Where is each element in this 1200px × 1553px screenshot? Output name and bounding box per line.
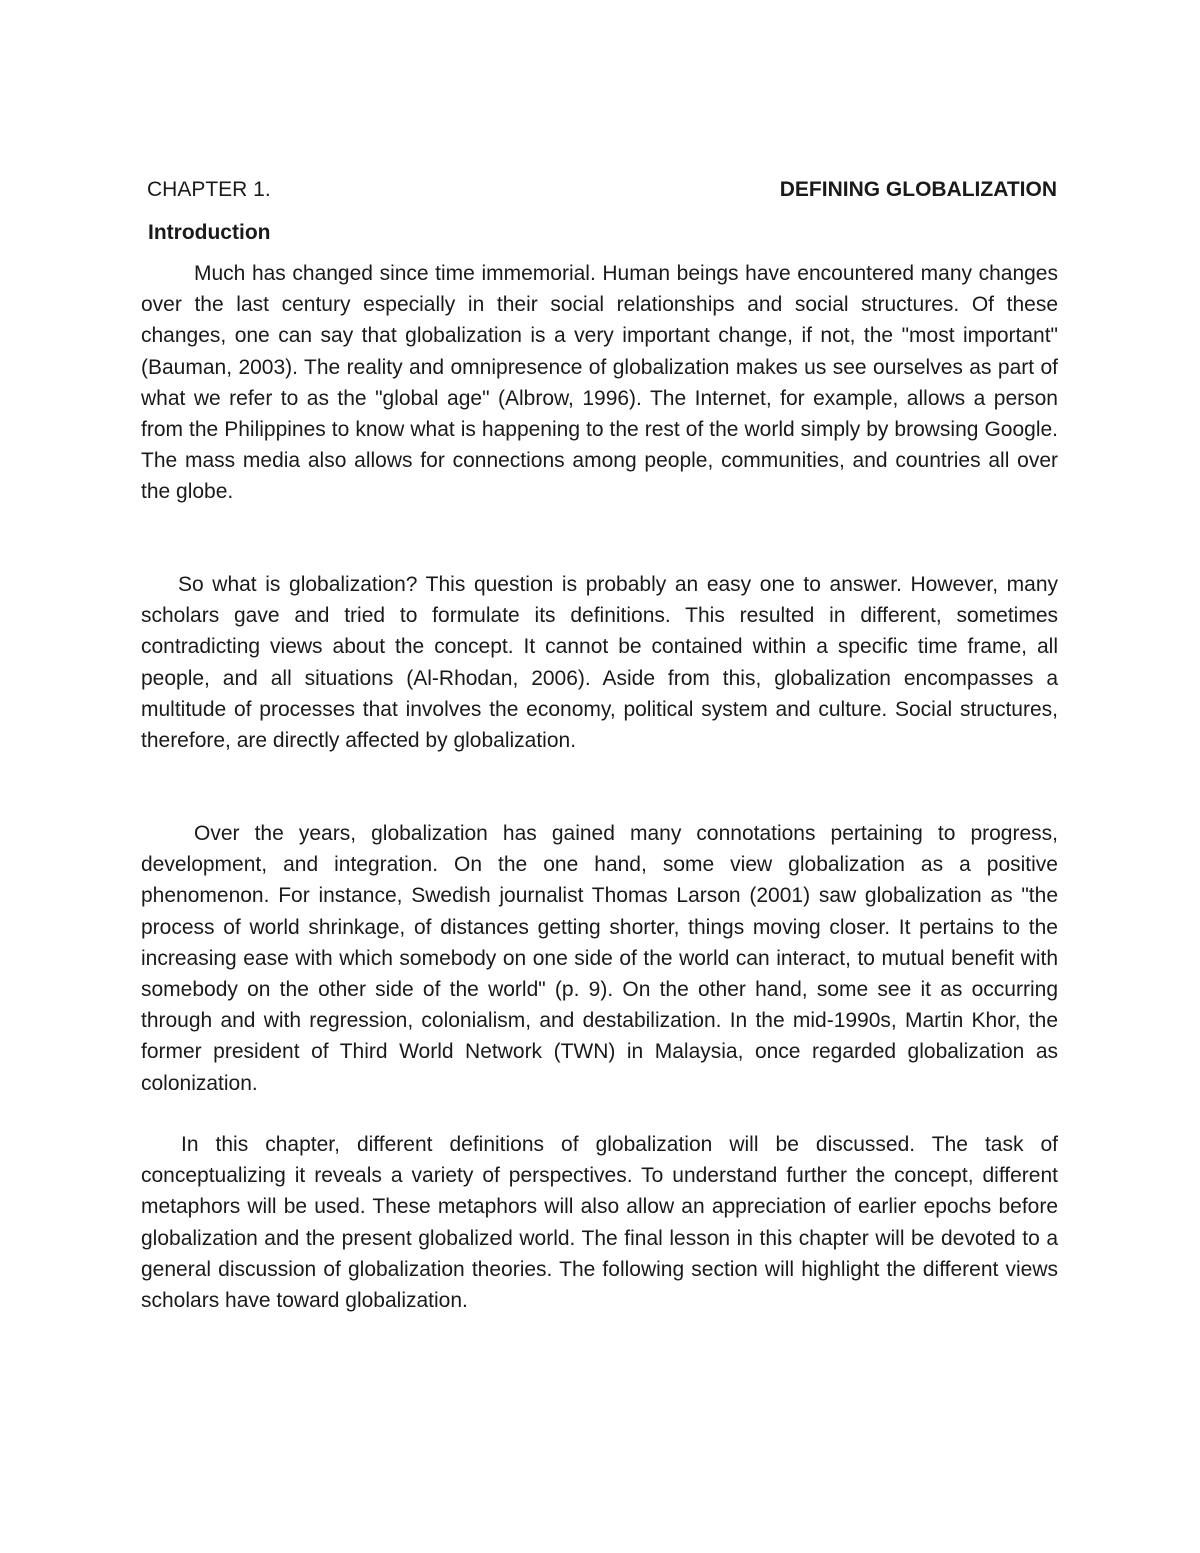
chapter-title: DEFINING GLOBALIZATION bbox=[779, 178, 1057, 201]
paragraph: So what is globalization? This question is probably an easy one to answer. However, many scholars gave and tried to formulate its definitions. This resulted in different, sometimes contradicting views about the concept. It cannot be contained within a specific time frame, all people, and all situations (Al-Rhodan, 2006). Aside from this, globalization encompasses a multitude of processes that involves the economy, political system and culture. Social structures, therefore, are directly affected by globalization. bbox=[141, 573, 1058, 753]
paragraph: Over the years, globalization has gained many connotations pertaining to progress, development, and integration. On the one hand, some view globalization as a positive phenomenon. For instance, Swedish journalist Thomas Larson (2001) saw globalization as "the process of world shrinkage, of distances getting shorter, things moving closer. It pertains to the increasing ease with which somebody on one side of the world can interact, to mutual benefit with somebody on the other side of the world" (p. 9). On the other hand, some see it as occurring through and with regression, colonialism, and destabilization. In the mid-1990s, Martin Khor, the former president of Third World Network (TWN) in Malaysia, once regarded globalization as colonization. bbox=[141, 822, 1058, 1095]
paragraph: In this chapter, different definitions of globalization will be discussed. The task of conceptualizing it reveals a variety of perspectives. To understand further the concept, different metaphors will be used. These metaphors will also allow an appreciation of earlier epochs before globalization and the present globalized world. The final lesson in this chapter will be devoted to a general discussion of globalization theories. The following section will highlight the different views scholars have toward globalization. bbox=[141, 1133, 1058, 1313]
chapter-header bbox=[147, 178, 1057, 208]
chapter-number: CHAPTER 1. bbox=[147, 178, 271, 201]
section-heading: Introduction bbox=[148, 221, 271, 244]
paragraph: Much has changed since time immemorial. Human beings have encountered many changes over the last century especially in their social relationships and social structures. Of these changes, one can say that globalization is a very important change, if not, the "most important" (Bauman, 2003). The reality and omnipresence of globalization makes us see ourselves as part of what we refer to as the "global age" (Albrow, 1996). The Internet, for example, allows a person from the Philippines to know what is happening to the rest of the world simply by browsing Google. The mass media also allows for connections among people, communities, and countries all over the globe. bbox=[141, 262, 1058, 504]
